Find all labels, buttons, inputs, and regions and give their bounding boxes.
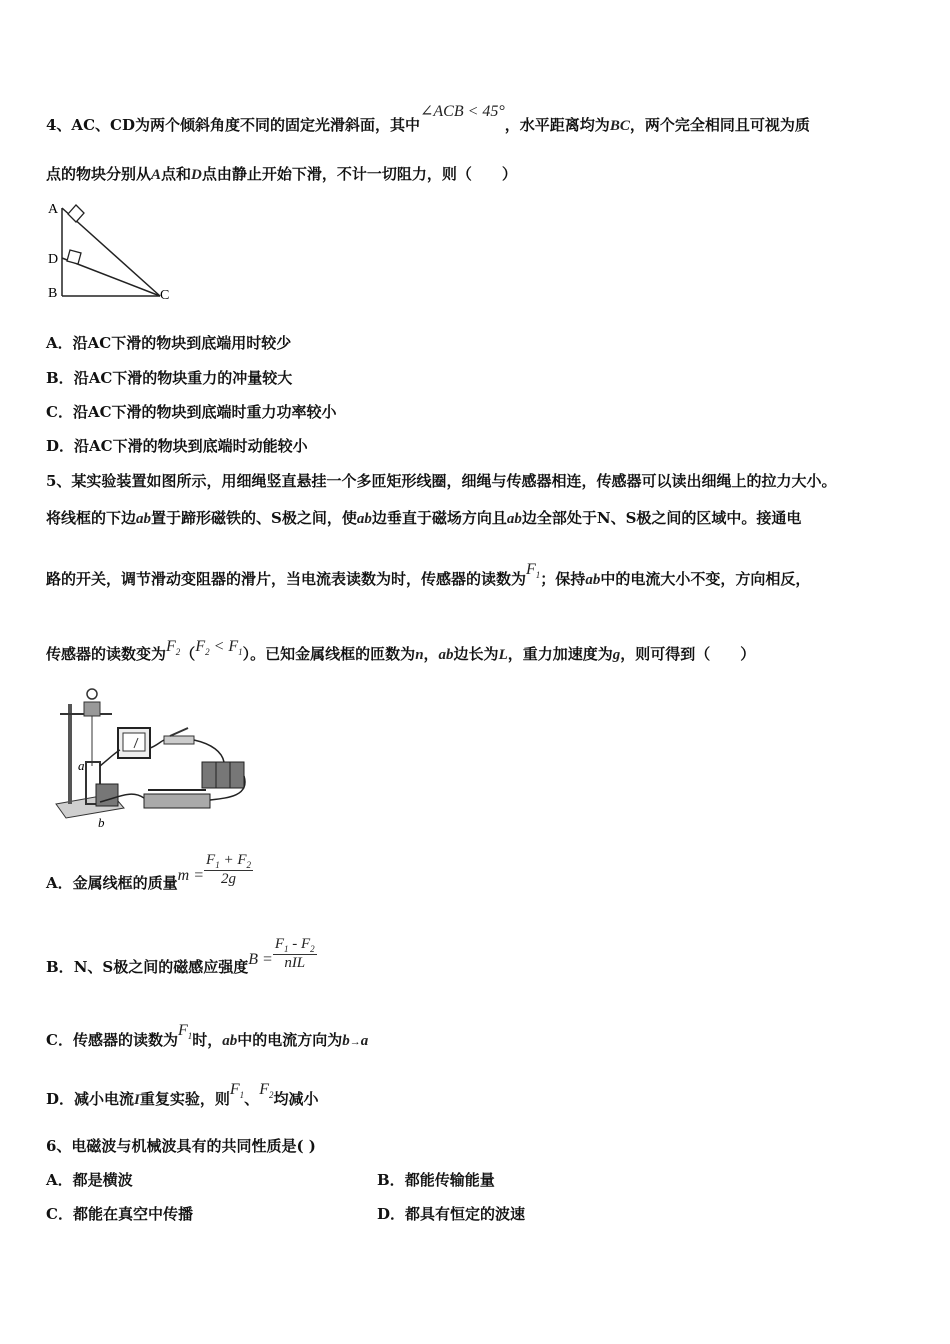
horseshoe-magnet [96, 784, 118, 806]
q6-option-b[interactable]: B．都能传输能量 [377, 1171, 495, 1189]
label-b-small: b [98, 815, 105, 830]
label-d: D [48, 252, 59, 267]
q6-option-d[interactable]: D．都具有恒定的波速 [377, 1205, 526, 1223]
q6-option-a[interactable]: A．都是横波 [46, 1171, 133, 1189]
q5-stem-line3: 路的开关，调节滑动变阻器的滑片，当电流表读数为时，传感器的读数为$F_1$；保持ab中的电流大小不变，方向相反， [46, 561, 811, 588]
battery [202, 762, 244, 788]
label-c: C [160, 288, 170, 303]
q5-option-d[interactable]: D．减小电流I重复实验，则$F_1$、$F_2$均减小 [46, 1081, 319, 1108]
q5-stem-line1: 5、某实验装置如图所示，用细绳竖直悬挂一个多匝矩形线圈，细绳与传感器相连，传感器可以读出细绳上的拉力大小。 [46, 472, 837, 490]
q5-option-c[interactable]: C．传感器的读数为$F_1$时，ab中的电流方向为b→a [46, 1022, 369, 1049]
q5-option-a[interactable]: A．金属线框的质量m = $\frac{F_1 + F_2}{2g}$ [46, 852, 251, 892]
switch [164, 736, 194, 744]
q6-stem: 6、电磁波与机械波具有的共同性质是( ) [46, 1137, 316, 1155]
q4-stem-line1: 4、AC、CD为两个倾斜角度不同的固定光滑斜面，其中∠ACB < 45°，水平距离均为BC，两个完全相同且可视为质 [46, 103, 810, 134]
q4-stem-line2: 点的物块分别从A点和D点由静止开始下滑，不计一切阻力，则（ ） [46, 165, 517, 183]
q5-stem-line2: 将线框的下边ab置于蹄形磁铁的、S极之间，使ab边垂直于磁场方向且ab边全部处于N、S极之间的区域中。接通电 [46, 509, 802, 527]
label-b: B [48, 286, 58, 301]
label-a-small: a [78, 758, 85, 773]
q4-option-b[interactable]: B．沿AC下滑的物块重力的冲量较大 [46, 369, 293, 387]
rheostat [144, 794, 210, 808]
q4-option-c[interactable]: C．沿AC下滑的物块到底端时重力功率较小 [46, 403, 337, 421]
angle-expression: ∠ACB < 45° [419, 103, 505, 120]
block-at-d [67, 250, 81, 264]
q5-option-b[interactable]: B．N、S极之间的磁感应强度B = $\frac{F_1 - F_2}{\text{nIL}}$ [46, 936, 315, 976]
field-fraction: $\frac{F_1 - F_2}{\text{nIL}}$ [274, 936, 315, 971]
apparatus-figure [52, 686, 252, 831]
force-sensor [84, 702, 100, 716]
block-at-a [68, 205, 84, 222]
q4-option-a[interactable]: A．沿AC下滑的物块到底端用时较少 [46, 334, 292, 352]
label-a: A [48, 202, 59, 217]
sensor-hook-icon [87, 689, 97, 699]
q4-option-d[interactable]: D．沿AC下滑的物块到底端时动能较小 [46, 437, 308, 455]
incline-figure [44, 196, 184, 306]
mass-fraction: $\frac{F_1 + F_2}{2g}$ [206, 852, 251, 887]
q6-option-c[interactable]: C．都能在真空中传播 [46, 1205, 193, 1223]
q5-stem-line4: 传感器的读数变为$F_2(F_2 < F_1)$。已知金属线框的匝数为n，ab边长为L，重力加速度为g，则可得到（ ） [46, 638, 756, 663]
